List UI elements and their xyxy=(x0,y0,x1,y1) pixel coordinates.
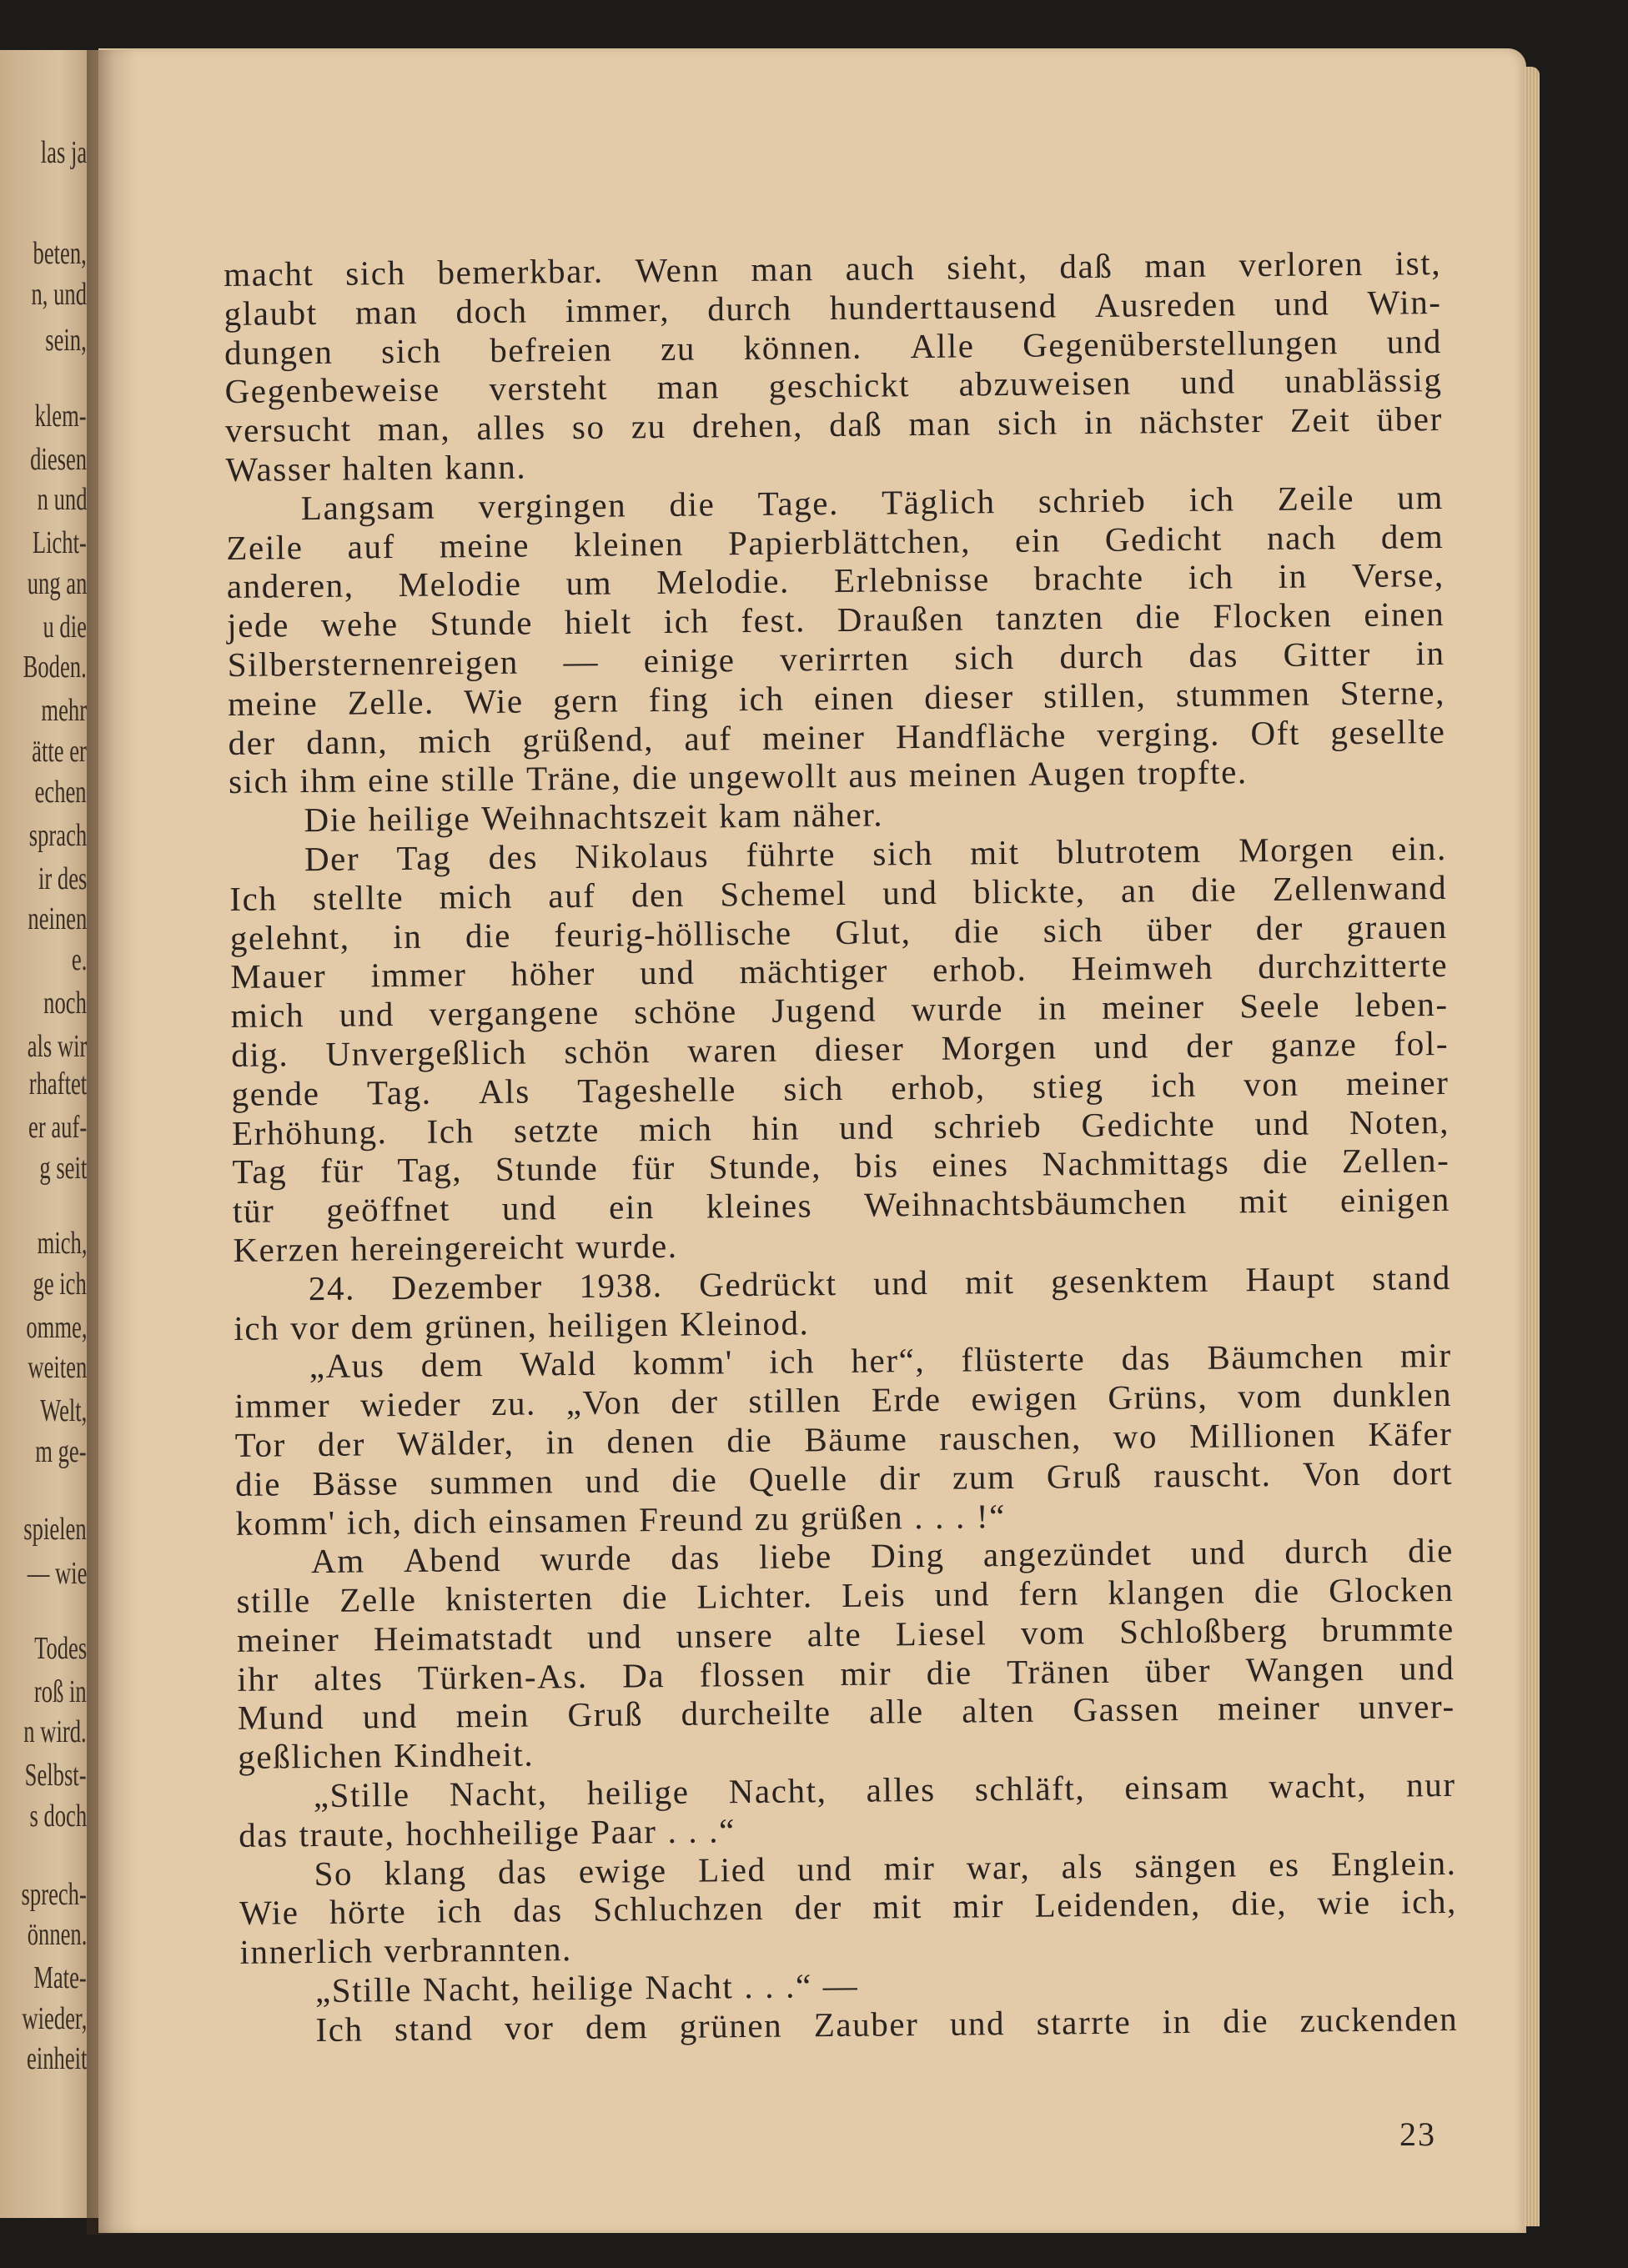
text-line: immer wieder zu. „Von der stillen Erde ewigen Grüns, vom dunklen xyxy=(234,1375,1453,1426)
left-page-fragment: omme, xyxy=(25,1309,87,1345)
text-line: 24. Dezember 1938. Gedrückt und mit gesenktem Haupt stand xyxy=(308,1257,1452,1307)
text-line: Mund und mein Gruß durcheilte alle alten Gassen meiner unver- xyxy=(237,1687,1455,1738)
left-page-fragment: klem- xyxy=(34,398,87,434)
left-page-fragment: u die xyxy=(43,609,87,645)
left-page-fragment: roß in xyxy=(34,1673,87,1709)
text-line: Tor der Wälder, in denen die Bäume rauschen, wo Millionen Käfer xyxy=(234,1413,1453,1464)
left-page-fragment: las ja xyxy=(40,134,87,170)
book-gutter xyxy=(87,50,137,2235)
left-page-fragment: n, und xyxy=(31,276,87,312)
text-line: Der Tag des Nikolaus führte sich mit blutrotem Morgen ein. xyxy=(304,828,1448,879)
text-line: Ich stellte mich auf den Schemel und blickte, an die Zellenwand xyxy=(229,867,1448,918)
page-number: 23 xyxy=(1399,2115,1436,2153)
text-line: versucht man, alles so zu drehen, daß man sich in nächster Zeit über xyxy=(224,399,1444,450)
text-line: Kerzen hereingereicht wurde. xyxy=(233,1226,678,1269)
left-page-fragment: Mate- xyxy=(33,1960,87,1996)
left-page-fragment: spielen xyxy=(23,1512,87,1548)
text-line: Gegenbeweise versteht man geschickt abzuweisen und unablässig xyxy=(224,360,1443,411)
text-line: Mauer immer höher und mächtiger erhob. Heimweh durchzitterte xyxy=(230,946,1449,996)
text-line: „Aus dem Wald komm' ich her“, flüsterte das Bäumchen mir xyxy=(309,1336,1452,1386)
text-line: Wie hörte ich das Schluchzen der mit mir Leidenden, die, wie ich, xyxy=(239,1882,1458,1933)
text-line: macht sich bemerkbar. Wenn man auch sieht, daß man verloren ist, xyxy=(224,243,1442,294)
left-facing-page xyxy=(0,50,98,2218)
left-page-fragment: n wird. xyxy=(23,1714,87,1750)
left-page-fragment: diesen xyxy=(30,441,87,477)
left-page-fragment: rhaftet xyxy=(28,1066,87,1102)
text-line: glaubt man doch immer, durch hunderttausend Ausreden und Win- xyxy=(224,282,1442,333)
text-line: Ich stand vor dem grünen Zauber und starrte in die zuckenden xyxy=(315,1999,1459,2049)
left-page-fragment: ung an xyxy=(27,565,87,601)
left-page-fragment: Selbst- xyxy=(25,1758,87,1794)
left-page-fragment: e. xyxy=(71,941,87,977)
text-line: anderen, Melodie um Melodie. Erlebnisse brachte ich in Verse, xyxy=(226,555,1445,606)
text-line: sich ihm eine stille Träne, die ungewollt aus meinen Augen tropfte. xyxy=(228,752,1248,801)
left-page-fragment: er auf- xyxy=(28,1110,87,1146)
text-line: das traute, hochheilige Paar . . .“ xyxy=(238,1811,736,1854)
left-page-fragment: neinen xyxy=(28,901,87,937)
left-page-fragment: einheit xyxy=(26,2041,87,2077)
text-line: gende Tag. Als Tageshelle sich erhob, stieg ich von meiner xyxy=(231,1062,1450,1113)
text-line: Tag für Tag, Stunde für Stunde, bis eines Nachmittags die Zellen- xyxy=(232,1141,1450,1192)
left-page-fragment: weiten xyxy=(28,1350,87,1386)
left-page-fragment: n und xyxy=(37,482,87,518)
left-page-fragment: m ge- xyxy=(35,1433,87,1469)
left-page-fragment: Licht- xyxy=(32,525,87,561)
left-page-fragment: echen xyxy=(34,774,87,810)
text-line: meine Zelle. Wie gern fing ich einen dieser stillen, stummen Sterne, xyxy=(227,672,1446,723)
text-line: Zeile auf meine kleinen Papierblättchen, ein Gedicht nach dem xyxy=(226,516,1445,567)
left-page-fragment: mich, xyxy=(37,1225,87,1261)
page-stack-edge xyxy=(1525,67,1540,2226)
text-line: ihr altes Türken-As. Da flossen mir die Tränen über Wangen und xyxy=(237,1648,1455,1698)
left-page-fragment: — wie xyxy=(27,1555,87,1591)
text-line: die Bässe summen und die Quelle dir zum Gruß rauscht. Von dort xyxy=(234,1453,1454,1503)
left-page-fragment: sprech- xyxy=(21,1876,87,1912)
left-page-fragment: sprach xyxy=(28,817,87,853)
text-line: dig. Unvergeßlich schön waren dieser Morgen und der ganze fol- xyxy=(230,1023,1450,1074)
book-page xyxy=(98,48,1526,2233)
text-line: Langsam vergingen die Tage. Täglich schrieb ich Zeile um xyxy=(300,477,1445,527)
left-page-fragment: önnen. xyxy=(27,1917,87,1953)
left-page-fragment: sein, xyxy=(45,323,87,359)
text-line: Silbersternenreigen — einige verirrten sich durch das Gitter in xyxy=(227,633,1445,684)
left-page-fragment: beten, xyxy=(33,236,87,272)
left-page-fragment: mehr xyxy=(41,693,87,729)
text-line: komm' ich, dich einsamen Freund zu grüßen . . . !“ xyxy=(235,1496,1007,1543)
left-page-fragment: noch xyxy=(43,985,87,1021)
left-page-fragment: s doch xyxy=(29,1798,87,1834)
text-line: „Stille Nacht, heilige Nacht . . .“ — xyxy=(314,1965,859,2010)
text-line: ich vor dem grünen, heiligen Kleinod. xyxy=(234,1302,810,1347)
text-line: jede wehe Stunde hielt ich fest. Draußen tanzten die Flocken einen xyxy=(227,595,1445,645)
text-line: tür geöffnet und ein kleines Weihnachtsbäumchen mit einigen xyxy=(232,1180,1451,1231)
left-page-fragment: als wir xyxy=(27,1028,87,1064)
text-line: Wasser halten kann. xyxy=(225,447,527,489)
text-line: stille Zelle knisterten die Lichter. Leis und fern klangen die Glocken xyxy=(236,1570,1455,1621)
left-page-fragment: Todes xyxy=(33,1630,87,1666)
text-line: gelehnt, in die feurig-höllische Glut, die sich über der grauen xyxy=(229,906,1448,957)
left-page-fragment: Boden. xyxy=(23,650,87,685)
text-line: Die heilige Weihnachtszeit kam näher. xyxy=(304,795,884,840)
text-line: innerlich verbrannten. xyxy=(239,1929,573,1972)
text-line: dungen sich befreien zu können. Alle Gegenüberstellungen und xyxy=(224,321,1443,372)
text-line: meiner Heimatstadt und unsere alte Liesel vom Schloßberg brummte xyxy=(236,1608,1455,1659)
left-page-fragment: ätte er xyxy=(32,734,87,770)
left-page-fragment: Welt, xyxy=(39,1393,87,1429)
text-line: Erhöhung. Ich setzte mich hin und schrieb Gedichte und Noten, xyxy=(231,1101,1450,1152)
body-text xyxy=(224,243,1459,2050)
left-page-fragment: g seit xyxy=(39,1150,87,1186)
text-line: Am Abend wurde das liebe Ding angezündet und durch die xyxy=(310,1531,1455,1581)
text-line: So klang das ewige Lied und mir war, als sängen es Englein. xyxy=(314,1843,1457,1893)
left-page-fragment: wieder, xyxy=(22,2000,87,2036)
left-page-fragment: ir des xyxy=(38,861,87,896)
left-page-fragment: ge ich xyxy=(33,1266,87,1302)
text-line: mich und vergangene schöne Jugend wurde in meiner Seele leben- xyxy=(230,985,1449,1036)
text-line: „Stille Nacht, heilige Nacht, alles schläft, einsam wacht, nur xyxy=(313,1764,1456,1815)
text-line: der dann, mich grüßend, auf meiner Handfläche verging. Oft gesellte xyxy=(228,711,1446,762)
text-line: geßlichen Kindheit. xyxy=(238,1734,535,1777)
